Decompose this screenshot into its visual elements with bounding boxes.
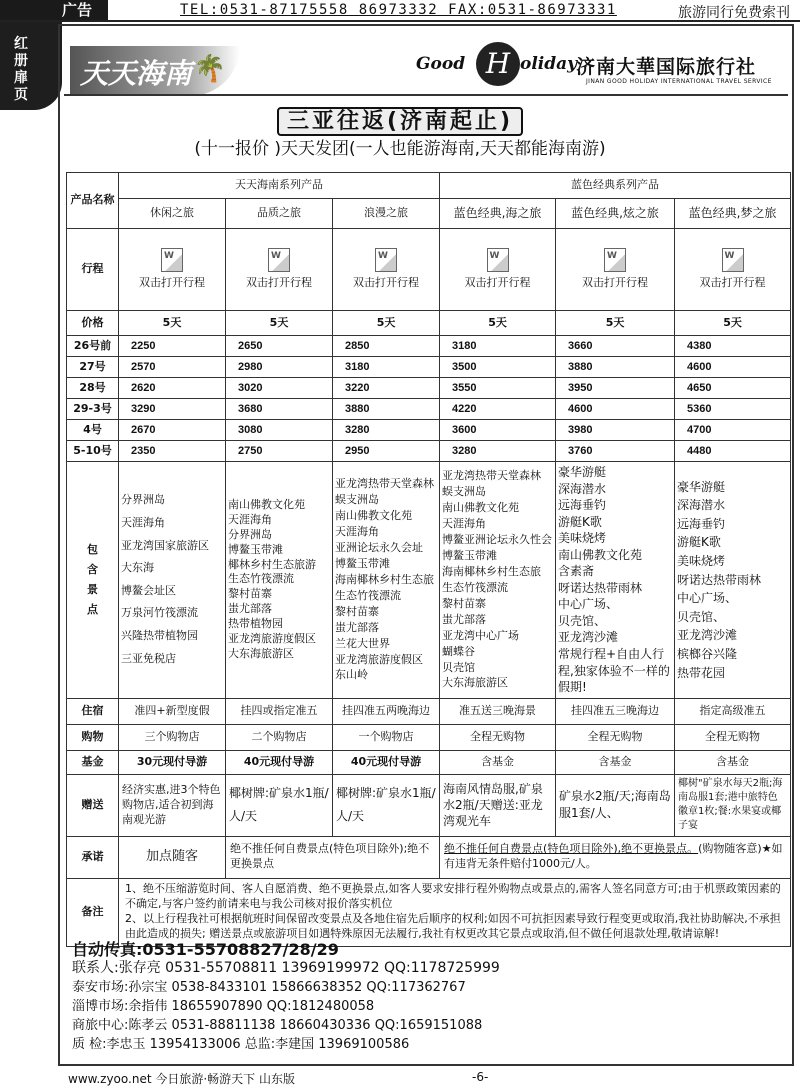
lodging-cell: 准五送三晚海景 [440, 698, 556, 724]
gift-cell: 矿泉水2瓶/天;海南岛服1套/人、 [556, 774, 675, 836]
shopping-row [67, 724, 791, 750]
price-cell: 4380 [675, 336, 791, 357]
itinerary-label: 行程 [67, 229, 119, 311]
spot-item: 游艇K歌 [558, 514, 602, 529]
good-holiday-logo [416, 42, 786, 92]
price-cell: 2850 [333, 336, 440, 357]
spot-item: 大东海旅游区 [442, 676, 509, 690]
spot-item: 博鳌亚洲论坛永久性会 [442, 533, 553, 547]
spot-item: 博鳌玉带滩 [228, 542, 283, 556]
spot-item: 亚龙湾中心广场 [442, 628, 520, 642]
promise-extra: 加点随客 [119, 836, 226, 878]
spot-item: 博鳌会址区 [121, 583, 176, 597]
spot-item: 万泉河竹筏漂流 [121, 606, 198, 620]
price-cell: 4700 [675, 420, 791, 441]
days-row [67, 311, 791, 336]
spot-item: 黎村苗寨 [442, 596, 487, 610]
lodging-cell: 准四+新型度假 [119, 698, 226, 724]
price-date: 26号前 [67, 336, 119, 357]
shopping-cell: 全程无购物 [440, 724, 556, 750]
itinerary-document[interactable]: W 双击打开行程 [440, 248, 555, 291]
spot-item: 呀诺达热带雨林 [558, 580, 643, 595]
word-doc-icon [487, 248, 509, 272]
price-cell: 4480 [675, 441, 791, 462]
spots-cell [675, 462, 791, 699]
spot-item: 美味烧烤 [558, 531, 607, 546]
spots-cell [119, 462, 226, 699]
spot-item: 南山佛教文化苑 [228, 498, 305, 512]
price-cell: 5360 [675, 399, 791, 420]
price-cell: 3080 [226, 420, 333, 441]
spot-item: 含素斋 [558, 564, 595, 579]
price-cell: 2980 [226, 357, 333, 378]
shopping-label: 购物 [67, 724, 119, 750]
lodging-row [67, 698, 791, 724]
spot-item: 南山佛教文化苑 [335, 509, 412, 523]
itinerary-document[interactable]: W 双击打开行程 [119, 248, 225, 291]
promise-row [67, 836, 791, 878]
word-doc-icon [161, 248, 183, 272]
promise-label: 承诺 [67, 836, 119, 878]
spot-item: 蜈支洲岛 [335, 493, 379, 507]
price-cell: 3180 [333, 357, 440, 378]
contact-line: TEL:0531-87175558 86973332 FAX:0531-86973331 [180, 2, 617, 18]
itinerary-document[interactable]: W 双击打开行程 [675, 248, 790, 291]
company-english: JINAN GOOD HOLIDAY INTERNATIONAL TRAVEL SERVICE [586, 78, 772, 85]
spot-item: 分界洲岛 [121, 493, 165, 507]
fund-row [67, 750, 791, 774]
spot-item: 海南椰林乡村生态旅 [442, 564, 542, 578]
logo-good: Good [416, 54, 466, 74]
price-cell: 2350 [119, 441, 226, 462]
lodging-cell: 指定高级准五 [675, 698, 791, 724]
itinerary-document[interactable]: W 双击打开行程 [226, 248, 332, 291]
spot-item: 亚洲论坛永久会址 [335, 540, 423, 554]
price-cell: 2750 [226, 441, 333, 462]
price-row [67, 378, 791, 399]
group-tiantian: 天天海南系列产品 [119, 173, 440, 199]
price-cell: 3290 [119, 399, 226, 420]
price-cell: 3550 [440, 378, 556, 399]
remarks-label: 备注 [67, 878, 119, 946]
price-cell: 3680 [226, 399, 333, 420]
price-cell: 3180 [440, 336, 556, 357]
product-table [66, 172, 791, 947]
itinerary-document[interactable]: W 双击打开行程 [556, 248, 674, 291]
spot-item: 天涯海角 [442, 517, 487, 531]
spot-item: 天涯海角 [335, 525, 379, 539]
spot-item: 蚩尤部落 [335, 620, 379, 634]
spot-item: 亚龙湾热带天堂森林 [335, 477, 434, 491]
spot-item: 生态竹筏漂流 [442, 580, 509, 594]
spot-item: 贝壳馆、 [677, 609, 726, 624]
index-label: 旅游同行免费索刊 [678, 5, 790, 21]
spot-item: 东山岭 [335, 668, 368, 682]
spots-row [67, 462, 791, 699]
spot-item: 豪华游艇 [558, 465, 607, 479]
price-cell: 2250 [119, 336, 226, 357]
price-date: 28号 [67, 378, 119, 399]
spot-item: 大东海旅游区 [228, 646, 294, 660]
footer-site[interactable]: www.zyoo.net 今日旅游·畅游天下 山东版 [68, 1072, 295, 1086]
shopping-cell: 二个购物店 [226, 724, 333, 750]
spot-item: 豪华游艇 [677, 479, 726, 494]
product-name: 蓝色经典,炫之旅 [556, 199, 675, 229]
gift-cell: 椰树"矿泉水每天2瓶;海南岛服1套;港中旅特色徽章1枚;餐:水果宴或椰子宴 [675, 774, 791, 836]
spot-item: 亚龙湾旅游度假区 [335, 652, 423, 666]
fund-cell: 40元现付导游 [333, 750, 440, 774]
gift-cell: 椰树牌:矿泉水1瓶/人/天 [226, 774, 333, 836]
price-cell: 4600 [556, 399, 675, 420]
product-name: 休闲之旅 [119, 199, 226, 229]
fund-cell: 含基金 [675, 750, 791, 774]
price-row [67, 441, 791, 462]
lodging-label: 住宿 [67, 698, 119, 724]
price-cell: 2650 [226, 336, 333, 357]
spots-cell [333, 462, 440, 699]
spot-item: 博鳌玉带滩 [335, 556, 390, 570]
remarks-cell [119, 878, 791, 946]
price-cell: 3980 [556, 420, 675, 441]
price-cell: 2670 [119, 420, 226, 441]
spot-item: 大东海 [121, 561, 154, 575]
price-cell: 3500 [440, 357, 556, 378]
fund-cell: 含基金 [556, 750, 675, 774]
product-name: 蓝色经典,海之旅 [440, 199, 556, 229]
price-cell: 2570 [119, 357, 226, 378]
shopping-cell: 全程无购物 [556, 724, 675, 750]
price-cell: 2620 [119, 378, 226, 399]
spot-item: 中心广场、 [677, 591, 738, 606]
spot-item: 生态竹筏漂流 [335, 588, 401, 602]
shopping-cell: 三个购物店 [119, 724, 226, 750]
spots-cell [226, 462, 333, 699]
gift-label: 赠送 [67, 774, 119, 836]
word-doc-icon [604, 248, 626, 272]
days-cell: 5天 [440, 311, 556, 336]
spot-item: 生态竹筏漂流 [228, 572, 294, 586]
spot-item: 亚龙湾热带天堂森林 [442, 469, 542, 483]
spot-item: 兴隆热带植物园 [121, 629, 198, 643]
price-date: 4号 [67, 420, 119, 441]
lodging-cell: 挂四准五三晚海边 [556, 698, 675, 724]
days-cell: 5天 [556, 311, 675, 336]
word-doc-icon [375, 248, 397, 272]
price-row [67, 357, 791, 378]
remark-line: 1、绝不压缩游览时间、客人自愿消费、绝不更换景点,如客人要求安排行程外购物点或景点的,需客人签名同意方可;由于机票政策因素的不确定,与客户签约前请来电与我公司核对报价落实机位 [125, 882, 781, 911]
spot-item: 蜈支洲岛 [442, 485, 487, 499]
spot-item: 常规行程+自由人行程,独家体验不一样的假期! [558, 647, 670, 695]
product-name: 浪漫之旅 [333, 199, 440, 229]
price-cell: 3880 [556, 357, 675, 378]
spot-item: 热带植物园 [228, 616, 283, 630]
price-date: 27号 [67, 357, 119, 378]
contact-row: 质 检:李忠玉 13954133006 总监:李建国 13969100586 [72, 1037, 410, 1052]
gift-cell: 椰树牌:矿泉水1瓶/人/天 [333, 774, 440, 836]
remarks-row [67, 878, 791, 946]
itinerary-document[interactable]: W 双击打开行程 [333, 248, 439, 291]
product-names-row [67, 199, 791, 229]
spot-item: 蝴蝶谷 [442, 644, 476, 658]
gift-cell: 经济实惠,进3个特色购物店,适合初到海南观光游 [119, 774, 226, 836]
price-cell: 3280 [440, 441, 556, 462]
price-row [67, 399, 791, 420]
spot-item: 远海垂钓 [677, 516, 726, 531]
product-name-label: 产品名称 [67, 173, 119, 229]
price-row [67, 336, 791, 357]
days-cell: 5天 [675, 311, 791, 336]
spot-item: 亚龙湾沙滩 [558, 630, 619, 645]
days-cell: 5天 [226, 311, 333, 336]
spots-label: 包含景点 [67, 462, 119, 699]
price-cell: 4600 [675, 357, 791, 378]
spot-item: 贝壳馆、 [558, 613, 607, 628]
gift-row [67, 774, 791, 836]
spot-item: 海南椰林乡村生态旅 [335, 572, 434, 586]
days-cell: 5天 [119, 311, 226, 336]
shopping-cell: 全程无购物 [675, 724, 791, 750]
word-doc-icon [268, 248, 290, 272]
spot-item: 贝壳馆 [442, 660, 476, 674]
price-cell: 3020 [226, 378, 333, 399]
fund-label: 基金 [67, 750, 119, 774]
company-name: 济南大華国际旅行社 [576, 56, 757, 78]
spot-item: 亚龙湾旅游度假区 [228, 631, 316, 645]
spot-item: 兰花大世界 [335, 636, 390, 650]
spot-item: 远海垂钓 [558, 498, 607, 513]
price-cell: 4650 [675, 378, 791, 399]
group-blue-classic: 蓝色经典系列产品 [440, 173, 791, 199]
spot-item: 南山佛教文化苑 [442, 501, 520, 515]
lodging-cell: 挂四或指定准五 [226, 698, 333, 724]
price-cell: 3280 [333, 420, 440, 441]
product-name: 品质之旅 [226, 199, 333, 229]
spot-item: 蚩尤部落 [442, 612, 487, 626]
shopping-cell: 一个购物店 [333, 724, 440, 750]
header-rule [64, 94, 788, 96]
spot-item: 呀诺达热带雨林 [677, 572, 762, 587]
gift-cell: 海南风情岛服,矿泉水2瓶/天赠送:亚龙湾观光车 [440, 774, 556, 836]
lodging-cell: 挂四准五两晚海边 [333, 698, 440, 724]
price-cell: 3950 [556, 378, 675, 399]
price-cell: 3600 [440, 420, 556, 441]
side-tab[interactable]: 红册扉页 [0, 22, 62, 110]
price-label: 价格 [67, 311, 119, 336]
spot-item: 博鳌玉带滩 [442, 548, 498, 562]
spot-item: 天涯海角 [121, 515, 165, 529]
price-cell: 3880 [333, 399, 440, 420]
ad-tag: 广告 [0, 0, 108, 20]
word-doc-icon [722, 248, 744, 272]
promise-text: 绝不推任何自费景点(特色项目除外);绝不更换景点 [226, 836, 440, 878]
spot-item: 天涯海角 [228, 513, 272, 527]
spot-item: 槟榔谷兴隆 [677, 646, 738, 661]
price-date: 5-10号 [67, 441, 119, 462]
page-title: 三亚往返(济南起止) [0, 104, 800, 135]
spot-item: 游艇K歌 [677, 535, 721, 550]
price-cell: 3660 [556, 336, 675, 357]
contact-row: 淄博市场:余指伟 18655907890 QQ:1812480058 [72, 999, 375, 1014]
spot-item: 黎村苗寨 [228, 587, 272, 601]
tiantian-hainan-logo: 天天海南 🌴 [70, 46, 240, 96]
spot-item: 美味烧烤 [677, 553, 726, 568]
price-cell: 3760 [556, 441, 675, 462]
contact-row: 泰安市场:孙宗宝 0538-8433101 15866638352 QQ:117362767 [72, 980, 466, 995]
page-number: -6- [472, 1070, 489, 1084]
logo-oliday: oliday [520, 54, 578, 74]
spot-item: 亚龙湾沙滩 [677, 628, 738, 643]
remark-line: 2、以上行程我社可根据航班时间保留改变景点及各地住宿先后顺序的权利;如因不可抗拒因素导致行程变更或取消,我社协助解决,不承担由此造成的损失; 赠送景点或旅游项目如遇特殊原因无法履行,我社有权更改其它景点或取消,但不做任何退款处理,敬请谅解! [125, 912, 781, 940]
spots-cell [440, 462, 556, 699]
spot-item: 中心广场、 [558, 597, 619, 612]
page-footer [58, 1068, 798, 1087]
product-name: 蓝色经典,梦之旅 [675, 199, 791, 229]
fund-cell: 含基金 [440, 750, 556, 774]
fund-cell: 30元现付导游 [119, 750, 226, 774]
spot-item: 三亚免税店 [121, 651, 176, 665]
spot-item: 南山佛教文化苑 [558, 547, 643, 562]
auto-fax: 自动传真:0531-55708827/28/29 [72, 940, 339, 959]
price-row [67, 420, 791, 441]
top-bar [0, 0, 800, 22]
spot-item: 深海潜水 [558, 481, 607, 496]
spot-item: 热带花园 [677, 665, 726, 680]
spots-cell [556, 462, 675, 699]
palm-tree-icon: 🌴 [193, 54, 226, 84]
itinerary-row [67, 229, 791, 311]
promise-text: 绝不推任何自费景点(特色项目除外),绝不更换景点。(购物随客意)★如有违背无条件赔付1000元/人。 [440, 836, 791, 878]
fund-cell: 40元现付导游 [226, 750, 333, 774]
contact-row: 联系人:张存亮 0531-55708811 13969199972 QQ:1178725999 [72, 960, 500, 976]
spot-item: 深海潜水 [677, 498, 726, 513]
spot-item: 蚩尤部落 [228, 602, 272, 616]
spot-item: 亚龙湾国家旅游区 [121, 538, 209, 552]
price-cell: 4220 [440, 399, 556, 420]
spot-item: 椰林乡村生态旅游 [228, 557, 316, 571]
price-cell: 2950 [333, 441, 440, 462]
logo-mark: H [476, 42, 520, 86]
price-cell: 3220 [333, 378, 440, 399]
contact-row: 商旅中心:陈孝云 0531-88811138 18660430336 QQ:1659151088 [72, 1018, 483, 1033]
contact-block [72, 940, 782, 1054]
days-cell: 5天 [333, 311, 440, 336]
page-subtitle: (十一报价 )天天发团(一人也能游海南,天天都能海南游) [194, 139, 606, 159]
spot-item: 黎村苗寨 [335, 604, 379, 618]
spot-item: 分界洲岛 [228, 527, 272, 541]
price-date: 29-3号 [67, 399, 119, 420]
